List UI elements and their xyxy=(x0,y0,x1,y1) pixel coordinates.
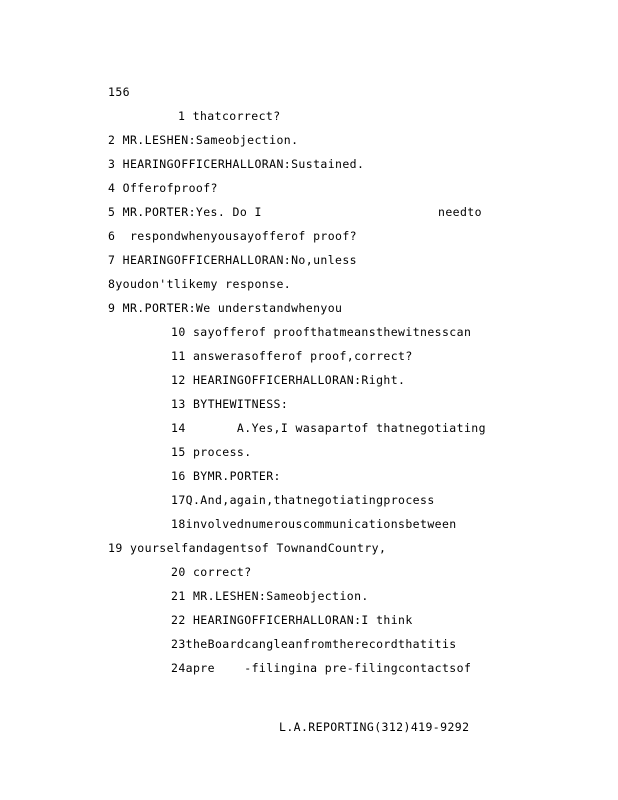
transcript-line-5-tail: needto xyxy=(438,205,482,219)
transcript-line-22 xyxy=(171,613,413,627)
line-number: 15 xyxy=(171,445,186,459)
line-number: 8 xyxy=(108,277,116,291)
transcript-line-20 xyxy=(171,565,252,579)
transcript-line-4 xyxy=(108,181,218,195)
transcript-line-3 xyxy=(108,157,364,171)
line-text: MR.LESHEN:Sameobjection. xyxy=(192,589,369,603)
transcript-line-6 xyxy=(108,229,357,243)
line-text-tail: -filingina pre-filingcontactsof xyxy=(244,661,472,675)
transcript-line-12 xyxy=(171,373,405,387)
line-number: 21 xyxy=(171,589,186,603)
line-text: involvednumerouscommunicationsbetween xyxy=(185,517,457,531)
transcript-line-8 xyxy=(108,277,291,291)
line-text: respondwhenyousayofferof proof? xyxy=(122,229,358,243)
line-text: MR.LESHEN:Sameobjection. xyxy=(122,133,299,147)
line-text: A.Yes,I wasapartof thatnegotiating xyxy=(236,421,486,435)
line-text: Q.And,again,thatnegotiatingprocess xyxy=(185,493,435,507)
transcript-line-23 xyxy=(171,637,457,651)
line-text: HEARINGOFFICERHALLORAN:I think xyxy=(192,613,413,627)
line-text: HEARINGOFFICERHALLORAN:Right. xyxy=(192,373,406,387)
line-number: 2 xyxy=(108,133,116,147)
line-text: process. xyxy=(192,445,252,459)
transcript-line-13 xyxy=(171,397,288,411)
transcript-line-1 xyxy=(178,109,281,123)
line-text: sayofferof proofthatmeansthewitnesscan xyxy=(192,325,472,339)
line-number: 1 xyxy=(178,109,186,123)
transcript-line-2 xyxy=(108,133,298,147)
page-number: 156 xyxy=(108,85,130,99)
line-text: BYMR.PORTER: xyxy=(192,469,281,483)
line-number: 11 xyxy=(171,349,186,363)
line-number: 12 xyxy=(171,373,186,387)
transcript-line-9 xyxy=(108,301,342,315)
line-text: HEARINGOFFICERHALLORAN:Sustained. xyxy=(122,157,365,171)
line-number: 7 xyxy=(108,253,116,267)
line-number: 13 xyxy=(171,397,186,411)
transcript-line-14 xyxy=(171,421,486,435)
transcript-line-17 xyxy=(171,493,435,507)
line-text: apre xyxy=(185,661,215,675)
transcript-line-5 xyxy=(108,205,262,219)
line-text: MR.PORTER:Yes. Do I xyxy=(122,205,262,219)
line-text: Offerofproof? xyxy=(122,181,218,195)
line-text: theBoardcangleanfromtherecordthatitis xyxy=(185,637,457,651)
line-number: 18 xyxy=(171,517,186,531)
line-number: 5 xyxy=(108,205,116,219)
line-text: youdon'tlikemy response. xyxy=(115,277,292,291)
transcript-line-16 xyxy=(171,469,281,483)
line-text: HEARINGOFFICERHALLORAN:No,unless xyxy=(122,253,358,267)
transcript-line-21 xyxy=(171,589,369,603)
line-number: 20 xyxy=(171,565,186,579)
transcript-line-18 xyxy=(171,517,457,531)
line-number: 22 xyxy=(171,613,186,627)
line-text: thatcorrect? xyxy=(192,109,281,123)
line-number: 9 xyxy=(108,301,116,315)
line-text: MR.PORTER:We understandwhenyou xyxy=(122,301,343,315)
line-number: 19 xyxy=(108,541,123,555)
line-number: 6 xyxy=(108,229,116,243)
line-number: 23 xyxy=(171,637,186,651)
line-text: yourselfandagentsof TownandCountry, xyxy=(129,541,387,555)
line-text: correct? xyxy=(192,565,252,579)
line-text: BYTHEWITNESS: xyxy=(192,397,289,411)
transcript-line-10 xyxy=(171,325,471,339)
transcript-line-15 xyxy=(171,445,252,459)
line-number: 24 xyxy=(171,661,186,675)
line-number: 3 xyxy=(108,157,116,171)
transcript-line-7 xyxy=(108,253,357,267)
line-text: answerasofferof proof,correct? xyxy=(192,349,413,363)
transcript-line-19 xyxy=(108,541,386,555)
line-number: 16 xyxy=(171,469,186,483)
line-number: 14 xyxy=(171,421,186,435)
transcript-line-24 xyxy=(171,661,471,675)
line-number: 10 xyxy=(171,325,186,339)
footer-reporter: L.A.REPORTING(312)419-9292 xyxy=(279,720,470,734)
line-number: 17 xyxy=(171,493,186,507)
transcript-line-11 xyxy=(171,349,413,363)
line-number: 4 xyxy=(108,181,116,195)
